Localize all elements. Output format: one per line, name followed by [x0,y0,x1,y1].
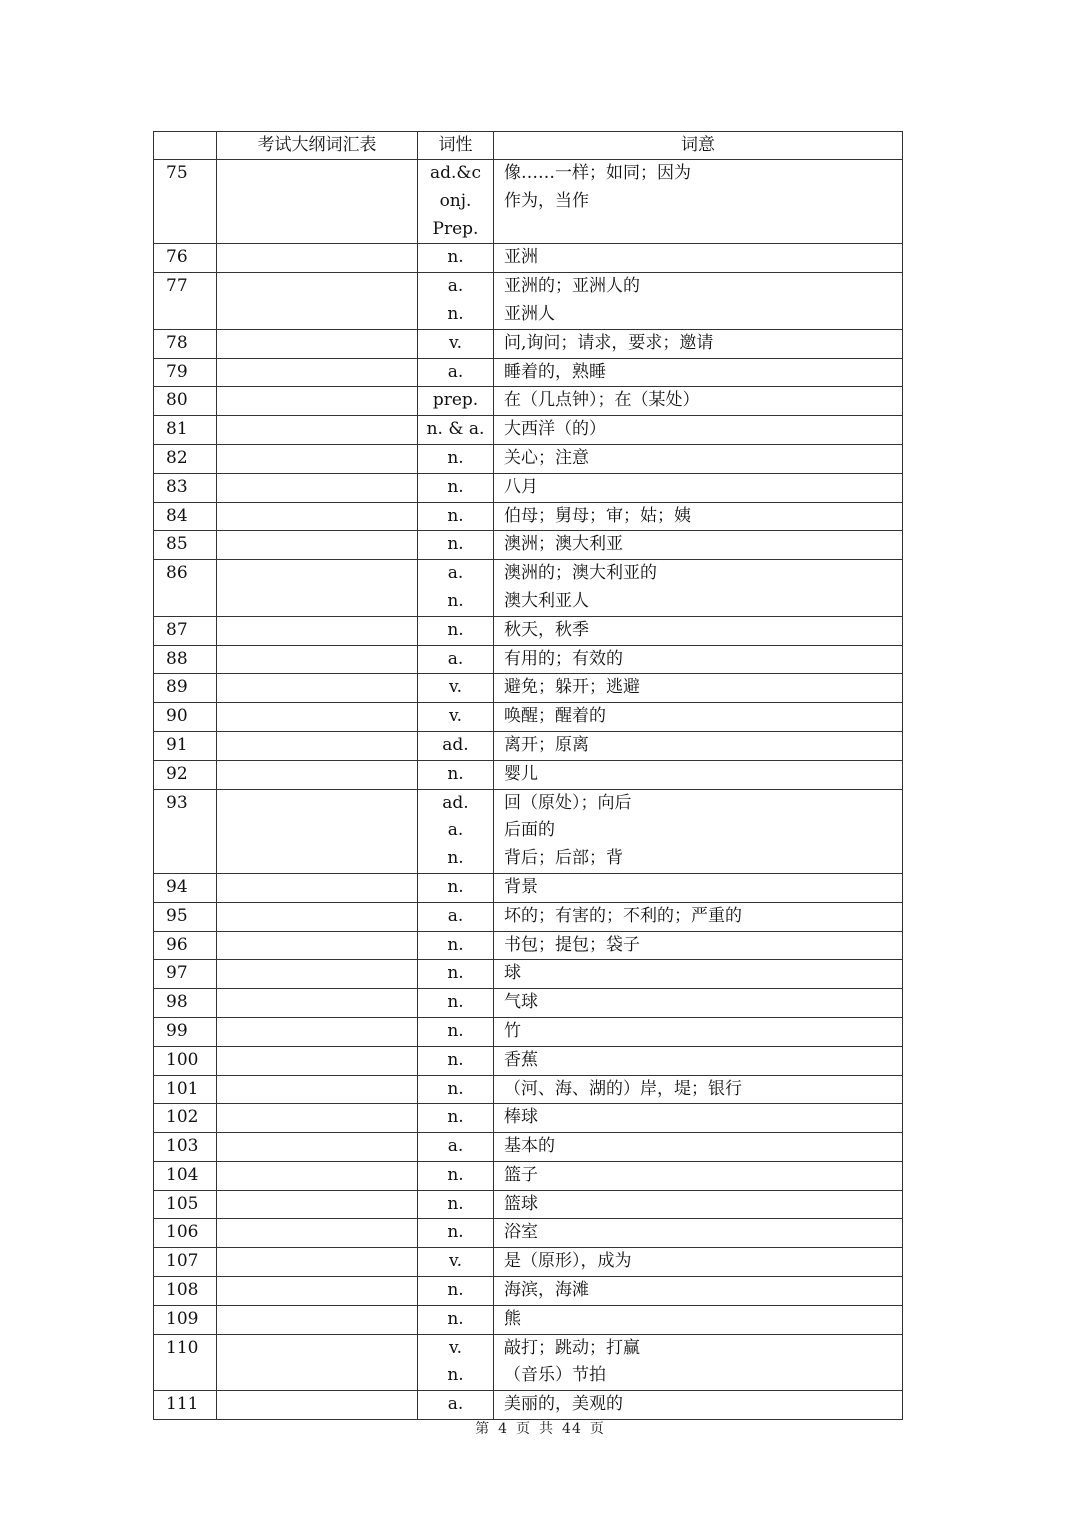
pos-line: v. [449,1251,462,1272]
row-meaning [494,1190,903,1219]
row-part-of-speech [418,416,494,445]
row-word [217,387,418,416]
row-number: 94 [154,873,217,902]
row-part-of-speech [418,1075,494,1104]
row-word [217,873,418,902]
table-row [154,1277,903,1306]
row-word [217,1219,418,1248]
row-word [217,444,418,473]
row-number: 108 [154,1277,217,1306]
meaning-line: 浴室 [504,1222,538,1243]
row-word [217,789,418,873]
row-word [217,1046,418,1075]
table-row [154,1046,903,1075]
row-number: 105 [154,1190,217,1219]
pos-line: a. [447,361,464,382]
meaning-line: 澳大利亚人 [504,590,589,611]
row-number: 103 [154,1133,217,1162]
row-meaning [494,1219,903,1248]
meaning-line: 敲打；跳动；打赢 [504,1337,640,1358]
row-meaning [494,760,903,789]
table-row [154,674,903,703]
row-meaning [494,273,903,330]
table-row [154,1161,903,1190]
row-number: 88 [154,645,217,674]
pos-line: n. [447,1049,464,1070]
meaning-line: 问,询问；请求，要求；邀请 [504,332,714,353]
row-meaning [494,1017,903,1046]
meaning-line: 澳洲的；澳大利亚的 [504,563,657,584]
row-number: 85 [154,531,217,560]
pos-line: n. [447,1280,464,1301]
row-number: 89 [154,674,217,703]
row-number: 90 [154,703,217,732]
table-row [154,560,903,617]
row-meaning [494,1046,903,1075]
row-word [217,1305,418,1334]
row-part-of-speech [418,502,494,531]
table-row [154,244,903,273]
row-number: 91 [154,731,217,760]
pos-line: v. [449,1337,462,1358]
pos-line: n. [447,848,464,869]
pos-line: n. [447,619,464,640]
row-part-of-speech [418,1017,494,1046]
meaning-line: 大西洋（的） [504,419,606,440]
pos-line: ad. [442,792,469,813]
table-row [154,358,903,387]
meaning-line: 篮子 [504,1164,538,1185]
table-row [154,1219,903,1248]
row-number: 80 [154,387,217,416]
row-part-of-speech [418,616,494,645]
pos-line: v. [449,706,462,727]
table-row [154,329,903,358]
table-row [154,731,903,760]
row-meaning [494,789,903,873]
row-word [217,160,418,244]
row-part-of-speech [418,645,494,674]
row-part-of-speech [418,1391,494,1420]
row-meaning [494,416,903,445]
row-meaning [494,387,903,416]
row-part-of-speech [418,989,494,1018]
pos-line: n. [447,934,464,955]
meaning-line: 亚洲的；亚洲人的 [504,276,640,297]
pos-line: Prep. [432,218,479,239]
table-row [154,931,903,960]
meaning-line: 基本的 [504,1136,555,1157]
row-word [217,674,418,703]
table-row [154,1305,903,1334]
row-meaning [494,674,903,703]
table-row [154,160,903,244]
row-number: 81 [154,416,217,445]
table-row [154,387,903,416]
row-word [217,358,418,387]
row-number: 76 [154,244,217,273]
row-number: 78 [154,329,217,358]
meaning-line: 美丽的，美观的 [504,1394,623,1415]
pos-line: n. [447,1107,464,1128]
row-part-of-speech [418,1161,494,1190]
row-part-of-speech [418,473,494,502]
header-word: 考试大纲词汇表 [217,132,418,160]
row-meaning [494,902,903,931]
pos-line: n. [447,590,464,611]
row-meaning [494,616,903,645]
pos-line: n. [447,1020,464,1041]
row-number: 86 [154,560,217,617]
page-footer [0,1418,1080,1438]
row-number: 99 [154,1017,217,1046]
row-meaning [494,358,903,387]
row-meaning [494,1248,903,1277]
meaning-line: 篮球 [504,1193,538,1214]
row-meaning [494,160,903,244]
meaning-line: 海滨，海滩 [504,1280,589,1301]
meaning-line: 秋天，秋季 [504,619,589,640]
row-word [217,760,418,789]
table-row [154,273,903,330]
row-part-of-speech [418,703,494,732]
table-row [154,645,903,674]
meaning-line: 关心；注意 [504,447,589,468]
meaning-line [504,216,902,244]
table-row [154,789,903,873]
row-word [217,703,418,732]
row-meaning [494,731,903,760]
table-row [154,531,903,560]
row-word [217,1104,418,1133]
meaning-line: 离开；原离 [504,734,589,755]
meaning-line: 婴儿 [504,763,538,784]
row-part-of-speech [418,1277,494,1306]
footer-page-number: 4 [498,1421,509,1437]
pos-line: n. [447,763,464,784]
row-part-of-speech [418,1305,494,1334]
meaning-line: 亚洲 [504,247,538,268]
row-number: 98 [154,989,217,1018]
row-part-of-speech [418,387,494,416]
pos-line: a. [447,1394,464,1415]
row-part-of-speech [418,160,494,244]
row-word [217,902,418,931]
row-number: 106 [154,1219,217,1248]
row-part-of-speech [418,1133,494,1162]
row-meaning [494,1133,903,1162]
row-meaning [494,1305,903,1334]
pos-line: n. [447,1193,464,1214]
row-meaning [494,873,903,902]
meaning-line: 后面的 [504,820,555,841]
row-word [217,645,418,674]
vocabulary-table [153,131,903,1420]
meaning-line: 睡着的，熟睡 [504,361,606,382]
meaning-line: 像……一样；如同；因为 [504,163,691,183]
pos-line: onj. [439,190,472,211]
row-number: 100 [154,1046,217,1075]
row-word [217,931,418,960]
row-part-of-speech [418,329,494,358]
table-row [154,1190,903,1219]
row-part-of-speech [418,1219,494,1248]
row-number: 77 [154,273,217,330]
row-meaning [494,1391,903,1420]
meaning-line: 竹 [504,1020,521,1041]
pos-line: a. [447,1136,464,1157]
meaning-line: 气球 [504,992,538,1013]
meaning-line: 熊 [504,1308,521,1329]
header-number [154,132,217,160]
table-row [154,502,903,531]
pos-line: n. [447,247,464,268]
row-meaning [494,329,903,358]
row-meaning [494,1104,903,1133]
row-number: 111 [154,1391,217,1420]
row-number: 75 [154,160,217,244]
meaning-line: 作为，当作 [504,190,589,211]
pos-line: n. & a. [426,419,485,440]
row-part-of-speech [418,789,494,873]
pos-line: prep. [432,390,479,411]
footer-prefix: 第 [475,1421,491,1437]
row-number: 104 [154,1161,217,1190]
pos-line: n. [447,1365,464,1386]
row-meaning [494,502,903,531]
row-part-of-speech [418,358,494,387]
table-row [154,416,903,445]
row-word [217,531,418,560]
row-meaning [494,244,903,273]
row-meaning [494,1277,903,1306]
meaning-line: 澳洲；澳大利亚 [504,534,623,555]
pos-line: n. [447,876,464,897]
row-part-of-speech [418,273,494,330]
footer-total-prefix: 共 [539,1421,555,1437]
row-part-of-speech [418,560,494,617]
meaning-line: 八月 [504,476,538,497]
row-meaning [494,645,903,674]
meaning-line: 伯母；舅母；审；姑；姨 [504,505,691,526]
row-part-of-speech [418,960,494,989]
table-row [154,960,903,989]
row-word [217,473,418,502]
row-part-of-speech [418,674,494,703]
row-word [217,1190,418,1219]
pos-line: ad.&c [429,163,482,183]
row-meaning [494,703,903,732]
row-part-of-speech [418,1248,494,1277]
pos-line: a. [447,820,464,841]
row-number: 82 [154,444,217,473]
row-meaning [494,560,903,617]
table-row [154,444,903,473]
meaning-line: （河、海、湖的）岸，堤；银行 [504,1078,742,1099]
row-part-of-speech [418,931,494,960]
pos-line: n. [447,1308,464,1329]
row-word [217,502,418,531]
row-word [217,1017,418,1046]
pos-line: n. [447,447,464,468]
pos-line: ad. [442,734,469,755]
row-number: 96 [154,931,217,960]
row-meaning [494,444,903,473]
meaning-line: 球 [504,963,521,984]
row-part-of-speech [418,1190,494,1219]
meaning-line: 回（原处）；向后 [504,792,632,813]
row-number: 83 [154,473,217,502]
table-row [154,616,903,645]
pos-line: a. [447,905,464,926]
pos-line: n. [447,534,464,555]
table-row [154,703,903,732]
pos-line: a. [447,648,464,669]
row-word [217,1391,418,1420]
row-word [217,416,418,445]
table-row [154,873,903,902]
pos-line: n. [447,303,464,324]
row-word [217,1248,418,1277]
header-part-of-speech: 词性 [418,132,494,160]
row-part-of-speech [418,902,494,931]
footer-total-pages: 44 [562,1421,582,1437]
table-row [154,989,903,1018]
row-number: 107 [154,1248,217,1277]
row-part-of-speech [418,531,494,560]
pos-line: n. [447,963,464,984]
row-part-of-speech [418,444,494,473]
footer-page-label: 页 [516,1421,532,1437]
row-number: 87 [154,616,217,645]
row-part-of-speech [418,1046,494,1075]
row-meaning [494,1075,903,1104]
table-row [154,1104,903,1133]
pos-line: n. [447,992,464,1013]
header-meaning: 词意 [494,132,903,160]
table-row [154,1075,903,1104]
pos-line: n. [447,505,464,526]
row-number: 109 [154,1305,217,1334]
row-word [217,989,418,1018]
meaning-line: 在（几点钟）；在（某处） [504,390,700,411]
pos-line: n. [447,1222,464,1243]
pos-line: v. [449,332,462,353]
row-number: 84 [154,502,217,531]
row-part-of-speech [418,1334,494,1391]
row-word [217,329,418,358]
meaning-line: 背景 [504,876,538,897]
table-body [154,160,903,1420]
row-word [217,273,418,330]
pos-line: n. [447,476,464,497]
meaning-line: 避免；躲开；逃避 [504,677,640,698]
pos-line: n. [447,1078,464,1099]
row-word [217,1277,418,1306]
table-row [154,1391,903,1420]
row-number: 102 [154,1104,217,1133]
pos-line: n. [447,1164,464,1185]
meaning-line: 香蕉 [504,1049,538,1070]
row-meaning [494,473,903,502]
meaning-line: 亚洲人 [504,303,555,324]
table-row [154,473,903,502]
table-row [154,1017,903,1046]
row-part-of-speech [418,760,494,789]
row-number: 93 [154,789,217,873]
row-number: 92 [154,760,217,789]
table-row [154,1133,903,1162]
pos-line: a. [447,276,464,297]
meaning-line: 是（原形），成为 [504,1251,632,1272]
meaning-line: 唤醒；醒着的 [504,706,606,727]
table-header-row [154,132,903,160]
row-part-of-speech [418,244,494,273]
row-word [217,731,418,760]
meaning-line: 背后；后部；背 [504,848,623,869]
row-word [217,616,418,645]
row-word [217,1161,418,1190]
row-number: 95 [154,902,217,931]
row-number: 79 [154,358,217,387]
table-row [154,760,903,789]
table-row [154,1248,903,1277]
row-word [217,1334,418,1391]
pos-line: a. [447,563,464,584]
row-meaning [494,931,903,960]
meaning-line: 有用的；有效的 [504,648,623,669]
row-word [217,1075,418,1104]
row-word [217,1133,418,1162]
meaning-line: （音乐）节拍 [504,1365,606,1386]
row-part-of-speech [418,873,494,902]
pos-line: v. [449,677,462,698]
row-meaning [494,1334,903,1391]
row-part-of-speech [418,731,494,760]
meaning-line: 坏的；有害的；不利的；严重的 [504,905,742,926]
footer-total-label: 页 [589,1421,605,1437]
row-word [217,960,418,989]
row-word [217,560,418,617]
row-meaning [494,1161,903,1190]
meaning-line: 棒球 [504,1107,538,1128]
table-row [154,1334,903,1391]
row-meaning [494,989,903,1018]
meaning-line: 书包；提包；袋子 [504,934,640,955]
table-row [154,902,903,931]
row-meaning [494,960,903,989]
row-number: 101 [154,1075,217,1104]
row-word [217,244,418,273]
row-part-of-speech [418,1104,494,1133]
row-meaning [494,531,903,560]
row-number: 110 [154,1334,217,1391]
row-number: 97 [154,960,217,989]
